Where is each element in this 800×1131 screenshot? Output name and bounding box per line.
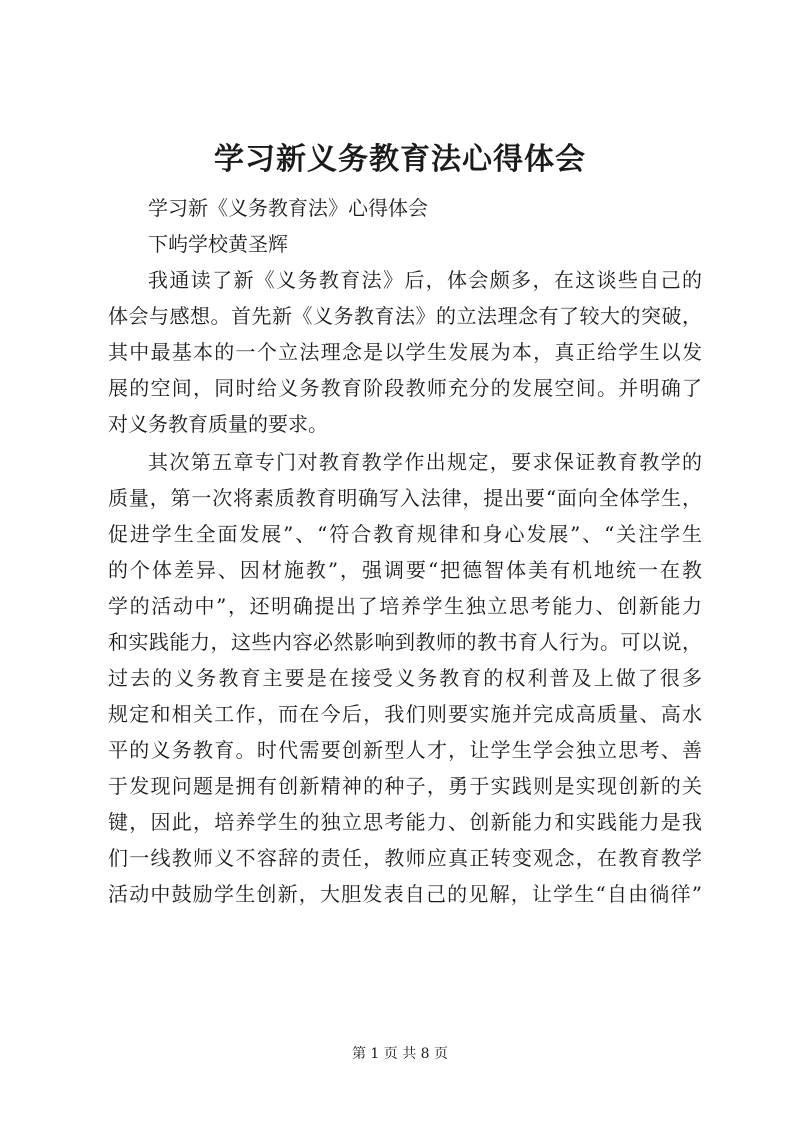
paragraph-line: 促进学生全面发展”、“符合教育规律和身心发展”、“关注学生 (108, 522, 702, 546)
paragraph-line: 我通读了新《义务教育法》后，体会颇多，在这谈些自己的 (148, 268, 702, 292)
paragraph-line: 规定和相关工作，而在今后，我们则要实施并完成高质量、高水 (108, 702, 702, 726)
document-title: 学习新义务教育法心得体会 (214, 142, 586, 177)
document-body (108, 190, 702, 912)
paragraph-line: 的个体差异、因材施教”，强调要“把德智体美有机地统一在教 (108, 558, 702, 582)
paragraph-line: 其中最基本的一个立法理念是以学生发展为本，真正给学生以发 (108, 340, 702, 364)
paragraph-line: 学的活动中”，还明确提出了培养学生独立思考能力、创新能力 (108, 594, 702, 618)
paragraph-line: 过去的义务教育主要是在接受义务教育的权利普及上做了很多 (108, 666, 702, 690)
page-footer: 第 1 页 共 8 页 (351, 1046, 449, 1062)
paragraph-1 (108, 262, 702, 442)
paragraph-line: 活动中鼓励学生创新，大胆发表自己的见解，让学生“自由徜徉” (108, 882, 702, 906)
paragraph-line: 们一线教师义不容辞的责任，教师应真正转变观念，在教育教学 (108, 846, 702, 870)
author-line: 下屿学校黄圣辉 (148, 232, 288, 256)
paragraph-line: 于发现问题是拥有创新精神的种子，勇于实践则是实现创新的关 (108, 774, 702, 798)
paragraph-line: 平的义务教育。时代需要创新型人才，让学生学会独立思考、善 (108, 738, 702, 762)
paragraph-line: 体会与感想。首先新《义务教育法》的立法理念有了较大的突破， (108, 304, 702, 328)
paragraph-line: 和实践能力，这些内容必然影响到教师的教书育人行为。可以说， (108, 630, 702, 654)
paragraph-line: 质量，第一次将素质教育明确写入法律，提出要“面向全体学生， (108, 486, 702, 510)
paragraph-line: 其次第五章专门对教育教学作出规定，要求保证教育教学的 (148, 450, 702, 474)
paragraph-2 (108, 444, 702, 912)
paragraph-line: 展的空间，同时给义务教育阶段教师充分的发展空间。并明确了 (108, 376, 702, 400)
paragraph-line: 键，因此，培养学生的独立思考能力、创新能力和实践能力是我 (108, 810, 702, 834)
subtitle-line: 学习新《义务教育法》心得体会 (148, 196, 428, 220)
paragraph-line: 对义务教育质量的要求。 (108, 412, 328, 436)
